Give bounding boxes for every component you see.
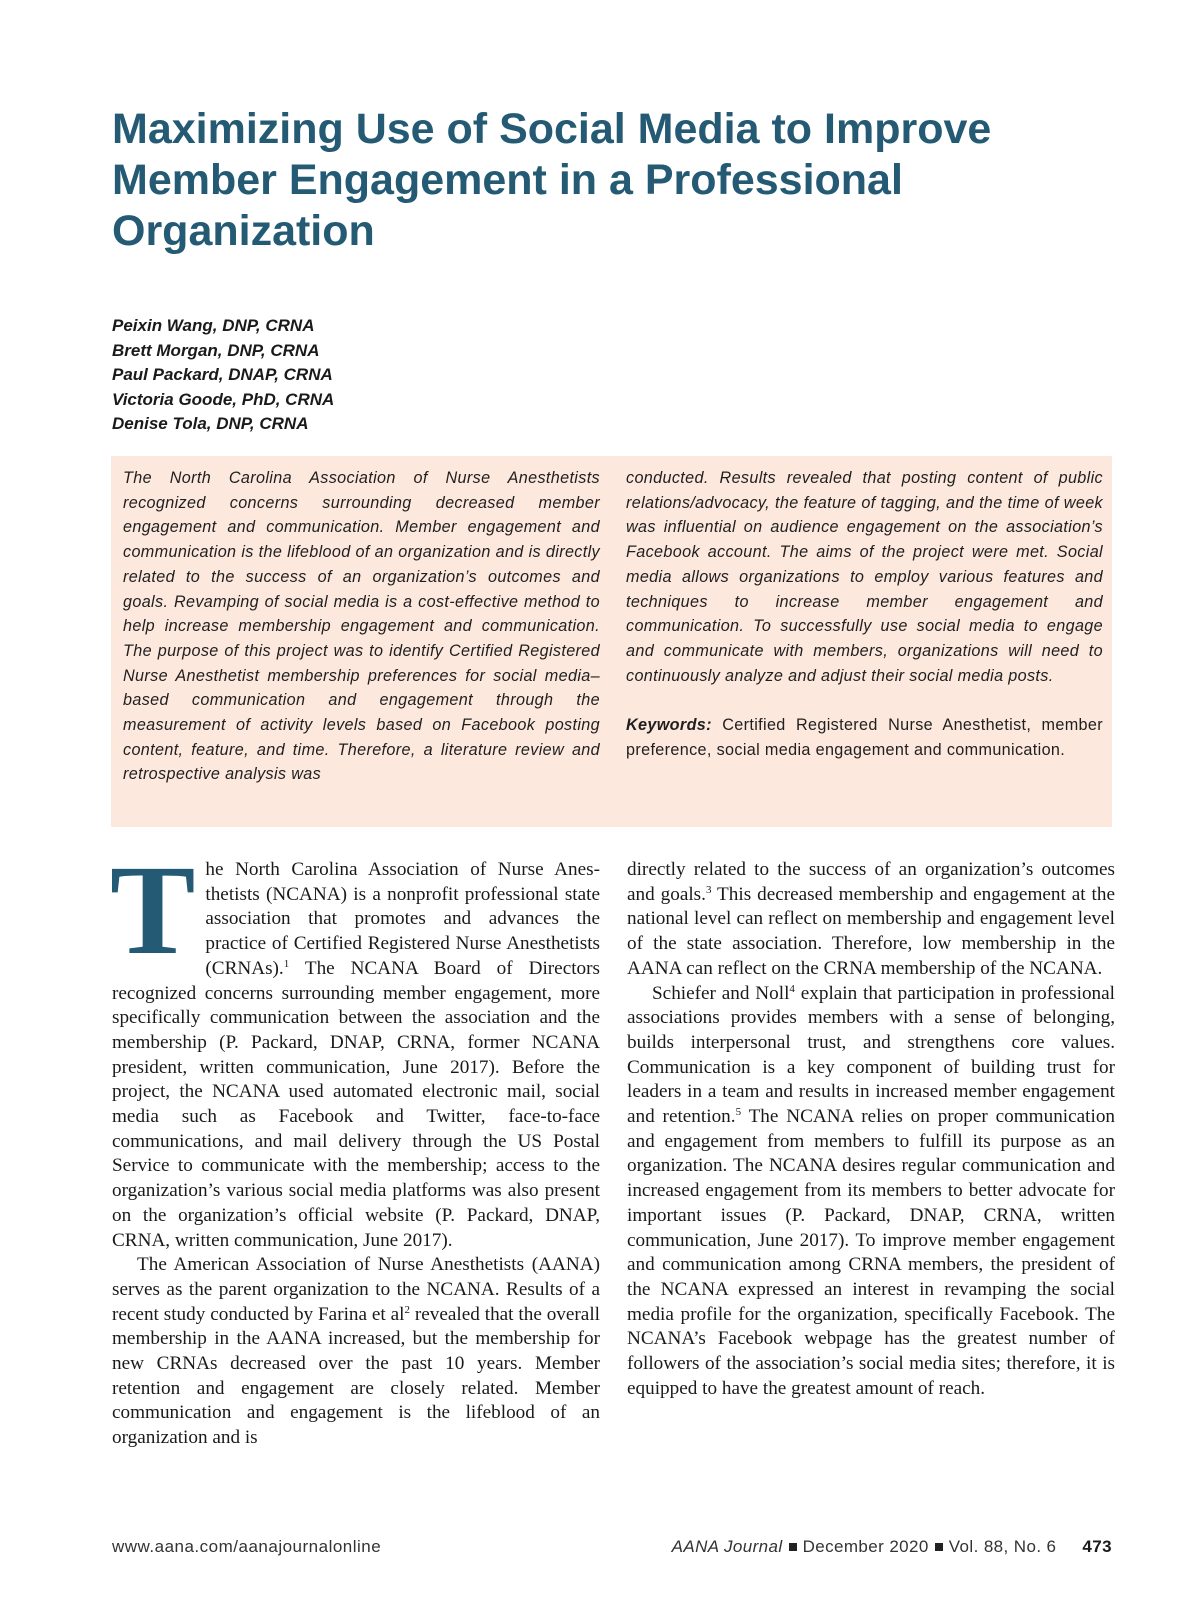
keywords-text: Certified Registered Nurse Anesthetist, member preference, social media engagement and communication.	[626, 715, 1103, 759]
journal-name: AANA Journal	[671, 1537, 783, 1556]
keywords-label: Keywords:	[626, 715, 712, 734]
author: Peixin Wang, DNP, CRNA	[112, 316, 315, 335]
author: Brett Morgan, DNP, CRNA	[112, 340, 320, 360]
abstract-right-column	[626, 466, 1103, 762]
body-text: directly related to the success of an organization’s outcomes and goals.	[627, 859, 1115, 905]
body-text: The NCANA Board of Directors recognized concerns surrounding member engagement, more specifically communication between the association and the membership (P. Packard, DNAP, CRNA, former NCANA president, written communication, June 2017). Before the project, the NCANA used automated electronic mail, social media such as Facebook and Twitter, face-to-face communications, and mail delivery through the US Postal Service to communicate with the membership; access to the organization’s various social media platforms was also present on the organization’s official website (P. Packard, DNAP, CRNA, written communication, June 2017).	[112, 957, 600, 1251]
journal-url[interactable]: www.aana.com/aanajournalonline	[112, 1537, 382, 1556]
reference-marker: 2	[404, 1303, 410, 1316]
body-text: revealed that the overall membership in the AANA increased, but the membership for new CRNAs decreased over the past 10 years. Member retention and engagement are closely related. Member communication and engagement is the lifeblood of an organization and is	[112, 1303, 600, 1449]
abstract-left-column: The North Carolina Association of Nurse Anesthetists recognized concerns surrounding decreased member engagement and communication. Member engagement and communication is the lifeblood of an organization and is directly related to the success of an organization’s outcomes and goals. Revamping of social media is a cost-effective method to help increase membership engagement and communication. The purpose of this project was to identify Certified Registered Nurse Anesthetist membership preferences for social media–based communication and engagement through the measurement of activity levels based on Facebook posting content, feature, and time. Therefore, a literature review and retrospective analysis was	[123, 469, 600, 784]
page-number: 473	[1082, 1537, 1112, 1556]
reference-marker: 1	[283, 957, 290, 970]
issue-date: December 2020	[802, 1537, 929, 1556]
body-text: This decreased membership and engagement at the national level can reflect on membership and engagement level of the state association. Therefore, low membership in the AANA can reflect on the CRNA membership of the NCANA.	[627, 883, 1115, 979]
body-left-column	[110, 839, 600, 1451]
body-text: The NCANA relies on proper communication and engagement from members to fulfill its purpose as an organization. The NCANA desires regular communication and increased engagement from its members to better advocate for important issues (P. Packard, DNAP, CRNA, written communication, June 2017). To improve member engagement and communication among CRNA members, the president of the NCANA expressed an interest in revamping the social media profile for the organization, specifically Facebook. The NCANA’s Facebook webpage has the greatest number of followers of the association’s social media sites; therefore, it is equipped to have the greatest amount of reach.	[627, 1106, 1116, 1399]
reference-marker: 4	[789, 982, 795, 995]
body-paragraph	[627, 982, 1115, 1402]
body-paragraph	[627, 858, 1115, 982]
reference-marker: 5	[735, 1106, 742, 1119]
author: Victoria Goode, PhD, CRNA	[112, 389, 335, 409]
article-title: Maximizing Use of Social Media to Improve Member Engagement in a Professional Organization	[112, 105, 992, 255]
separator-square-icon	[935, 1543, 943, 1551]
page-footer	[672, 1537, 1112, 1557]
body-text: The American Association of Nurse Anesthetists (AANA) serves as the parent organization to the NCANA. Results of a recent study conducted by Farina et al	[112, 1254, 600, 1325]
separator-square-icon	[789, 1543, 797, 1551]
drop-cap: T	[110, 839, 196, 981]
reference-marker: 3	[705, 883, 712, 896]
body-text: explain that participation in professional associations provides members with a sense of belonging, builds interpersonal trust, and strengthens core values. Communication is a key component of building trust for leaders in a team and results in increased member engagement and retention.	[627, 982, 1115, 1128]
author: Denise Tola, DNP, CRNA	[112, 414, 309, 433]
body-paragraph	[112, 1253, 600, 1451]
body-right-column	[627, 858, 1115, 1401]
author-list	[112, 314, 712, 437]
body-text: he North Carolina Association of Nurse Anesthetists (NCANA) is a nonprofit professional state association that promotes and advances the practice of Certified Registered Nurse Anesthetists (CRNAs).	[205, 859, 600, 979]
body-text: Schiefer and Noll	[652, 982, 790, 1004]
abstract-box	[111, 456, 1112, 827]
author: Paul Packard, DNAP, CRNA	[112, 365, 333, 384]
keywords	[626, 713, 1103, 762]
volume-number: Vol. 88, No. 6	[948, 1537, 1057, 1556]
abstract-continued: conducted. Results revealed that posting content of public relations/advocacy, the feature of tagging, and the time of week was influential on audience engagement on the association’s Facebook account. The aims of the project were met. Social media allows organizations to employ various features and techniques to increase member engagement and communication. To successfully use social media to engage and communicate with members, organizations will need to continuously analyze and adjust their social media posts.	[626, 469, 1103, 685]
body-paragraph	[110, 839, 600, 1253]
